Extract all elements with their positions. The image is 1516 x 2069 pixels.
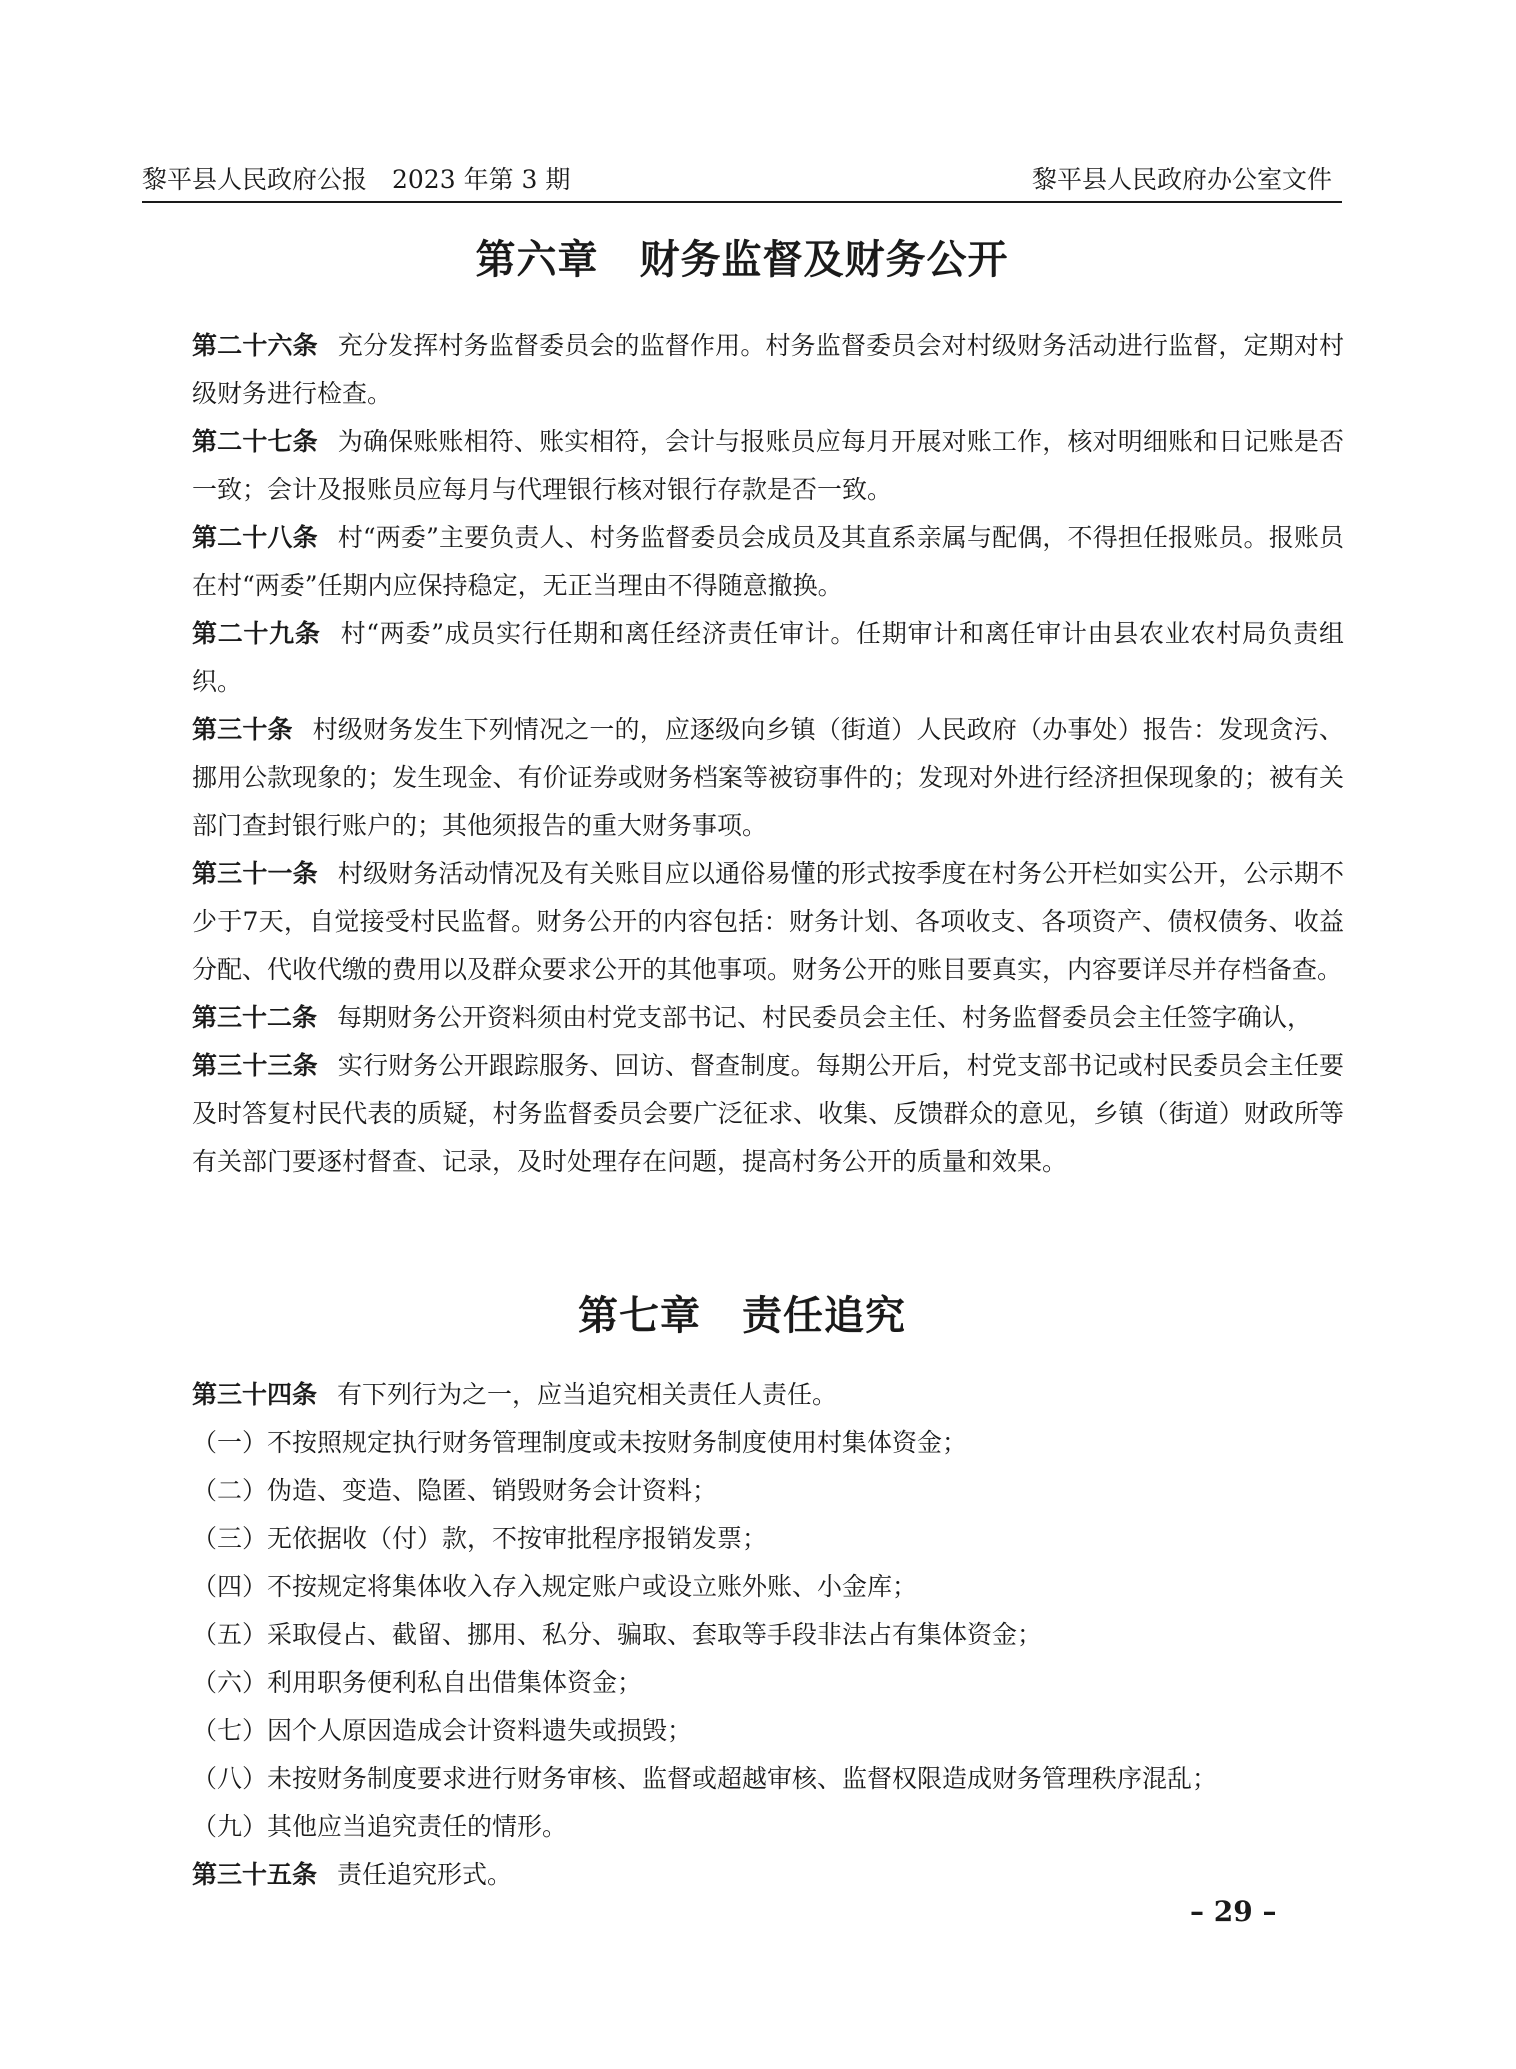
list-item: （九）其他应当追究责任的情形。 xyxy=(192,1812,568,1841)
article-text: 为确保账账相符、账实相符，会计与报账员应每月开展对账工作，核对明细账和日记账是否一致；会计及报账员应每月与代理银行核对银行存款是否一致。 xyxy=(192,427,1344,504)
article-label: 第三十一条 xyxy=(192,859,318,888)
article-text: 村“两委”主要负责人、村务监督委员会成员及其直系亲属与配偶，不得担任报账员。报账员在村“两委”任期内应保持稳定，无正当理由不得随意撤换。 xyxy=(192,523,1344,600)
list-item: （五）采取侵占、截留、挪用、私分、骗取、套取等手段非法占有集体资金； xyxy=(192,1620,1043,1649)
article-label: 第二十八条 xyxy=(192,523,318,552)
article-label: 第三十四条 xyxy=(192,1380,318,1409)
article-text: 每期财务公开资料须由村党支部书记、村民委员会主任、村务监督委员会主任签字确认， xyxy=(337,1003,1313,1032)
article-30 xyxy=(192,706,1344,850)
article-26 xyxy=(192,322,1344,418)
article-29 xyxy=(192,610,1344,706)
article-text: 实行财务公开跟踪服务、回访、督查制度。每期公开后，村党支部书记或村民委员会主任要及时答复村民代表的质疑，村务监督委员会要广泛征求、收集、反馈群众的意见，乡镇（街道）财政所等有关部门要逐村督查、记录，及时处理存在问题，提高村务公开的质量和效果。 xyxy=(192,1051,1344,1176)
article-label: 第三十二条 xyxy=(192,1003,318,1032)
article-label: 第三十五条 xyxy=(192,1860,318,1889)
chapter-six-title: 第六章 财务监督及财务公开 xyxy=(475,237,1009,283)
article-text: 有下列行为之一，应当追究相关责任人责任。 xyxy=(337,1380,838,1409)
article-text: 村级财务发生下列情况之一的，应逐级向乡镇（街道）人民政府（办事处）报告：发现贪污、挪用公款现象的；发生现金、有价证券或财务档案等被窃事件的；发现对外进行经济担保现象的；被有关部门查封银行账户的；其他须报告的重大财务事项。 xyxy=(192,715,1344,840)
chapter-seven-body xyxy=(192,1371,1344,1899)
article-label: 第三十条 xyxy=(192,715,293,744)
article-label: 第二十九条 xyxy=(192,619,321,648)
header-divider xyxy=(142,201,1342,203)
article-35 xyxy=(192,1851,1344,1899)
header-document-source: 黎平县人民政府办公室文件 xyxy=(1031,165,1332,194)
article-text: 充分发挥村务监督委员会的监督作用。村务监督委员会对村级财务活动进行监督，定期对村级财务进行检查。 xyxy=(192,331,1344,408)
list-item: （三）无依据收（付）款，不按审批程序报销发票； xyxy=(192,1524,768,1553)
list-item: （四）不按规定将集体收入存入规定账户或设立账外账、小金库； xyxy=(192,1572,918,1601)
article-27 xyxy=(192,418,1344,514)
article-text: 责任追究形式。 xyxy=(337,1860,513,1889)
list-item: （八）未按财务制度要求进行财务审核、监督或超越审核、监督权限造成财务管理秩序混乱； xyxy=(192,1764,1218,1793)
article-label: 第三十三条 xyxy=(192,1051,318,1080)
chapter-seven-title: 第七章 责任追究 xyxy=(578,1293,906,1339)
list-item: （七）因个人原因造成会计资料遗失或损毁； xyxy=(192,1716,693,1745)
article-31 xyxy=(192,850,1344,994)
header-publication-title: 黎平县人民政府公报 2023 年第 3 期 xyxy=(142,165,571,194)
page-number: – 29 – xyxy=(1190,1895,1277,1928)
article-33 xyxy=(192,1042,1344,1186)
page-header xyxy=(142,160,1342,200)
article-text: 村“两委”成员实行任期和离任经济责任审计。任期审计和离任审计由县农业农村局负责组织。 xyxy=(192,619,1344,696)
list-item: （六）利用职务便利私自出借集体资金； xyxy=(192,1668,643,1697)
article-label: 第二十六条 xyxy=(192,331,318,360)
list-item: （二）伪造、变造、隐匿、销毁财务会计资料； xyxy=(192,1476,718,1505)
article-28 xyxy=(192,514,1344,610)
article-label: 第二十七条 xyxy=(192,427,318,456)
chapter-six-body xyxy=(192,322,1344,1186)
article-text: 村级财务活动情况及有关账目应以通俗易懂的形式按季度在村务公开栏如实公开，公示期不少于7天，自觉接受村民监督。财务公开的内容包括：财务计划、各项收支、各项资产、债权债务、收益分配、代收代缴的费用以及群众要求公开的其他事项。财务公开的账目要真实，内容要详尽并存档备查。 xyxy=(192,859,1344,984)
list-item: （一）不按照规定执行财务管理制度或未按财务制度使用村集体资金； xyxy=(192,1428,968,1457)
article-32 xyxy=(192,994,1344,1042)
article-34 xyxy=(192,1371,1344,1419)
